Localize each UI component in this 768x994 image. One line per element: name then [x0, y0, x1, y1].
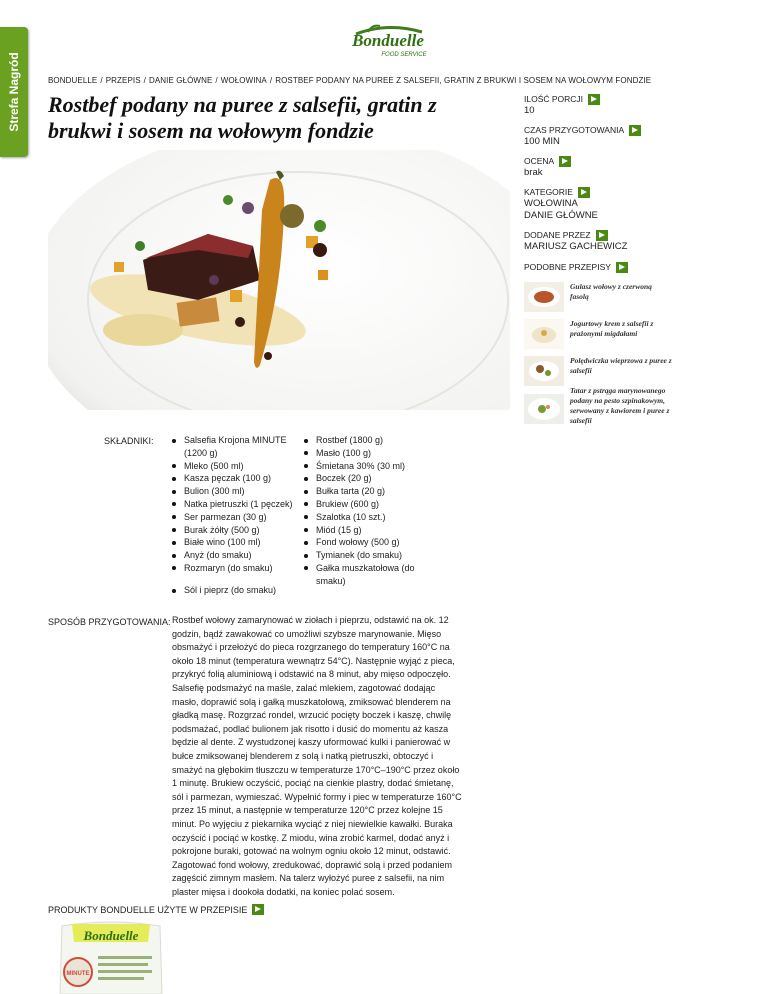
ingredient-item: Natka pietruszki (1 pęczek)	[170, 498, 302, 511]
ingredient-item: Mleko (500 ml)	[170, 460, 302, 473]
rewards-side-tab[interactable]	[0, 27, 28, 157]
ingredient-item: Rozmaryn (do smaku)	[170, 562, 302, 575]
breadcrumb-recipes[interactable]: PRZEPIS	[105, 76, 141, 85]
method-label: SPOSÓB PRZYGOTOWANIA:	[48, 617, 171, 627]
similar-label: PODOBNE PRZEPISY	[524, 262, 611, 272]
author-value[interactable]: MARIUSZ GACHEWICZ	[524, 241, 628, 252]
ingredient-item: Tymianek (do smaku)	[302, 549, 426, 562]
ingredient-item: Masło (100 g)	[302, 447, 426, 460]
arrow-right-icon[interactable]	[588, 94, 600, 105]
recipe-thumbnail[interactable]	[524, 394, 564, 424]
similar-recipe-title[interactable]: Tatar z pstrąga marynowanego podany na pesto szpinakowym, serwowany z kawiorem i puree z salsefii	[570, 386, 670, 425]
ingredient-item: Rostbef (1800 g)	[302, 434, 426, 447]
ingredient-item: Burak żółty (500 g)	[170, 524, 302, 537]
ingredient-item: Ser parmezan (30 g)	[170, 511, 302, 524]
arrow-right-icon[interactable]	[578, 187, 590, 198]
category-link[interactable]: DANIE GŁÓWNE	[524, 210, 598, 221]
time-label: CZAS PRZYGOTOWANIA	[524, 125, 625, 135]
categories-block	[524, 187, 598, 222]
portions-block	[524, 94, 600, 117]
product-brand-text: Bonduelle	[83, 928, 139, 943]
ingredient-item: Anyż (do smaku)	[170, 549, 302, 562]
dish-photo	[48, 150, 510, 410]
ingredient-item: Białe wino (100 ml)	[170, 536, 302, 549]
breadcrumb: BONDUELLE / PRZEPIS / DANIE GŁÓWNE / WOŁOWINA / ROSTBEF PODANY NA PUREE Z SALSEFII, GRATIN Z BRUKWI I SOSEM NA WOŁOWYM FONDZIE	[48, 76, 652, 85]
breadcrumb-current: ROSTBEF PODANY NA PUREE Z SALSEFII, GRATIN Z BRUKWI I SOSEM NA WOŁOWYM FONDZIE	[275, 76, 652, 85]
similar-recipe-item[interactable]	[524, 386, 672, 426]
breadcrumb-beef[interactable]: WOŁOWINA	[220, 76, 267, 85]
arrow-right-icon[interactable]	[596, 230, 608, 241]
arrow-right-icon[interactable]	[252, 904, 264, 915]
arrow-right-icon[interactable]	[616, 262, 628, 273]
arrow-right-icon[interactable]	[559, 156, 571, 167]
arrow-right-icon[interactable]	[629, 125, 641, 136]
product-minute-text: MINUTE	[66, 971, 90, 977]
logo-sub-text: FOOD SERVICE	[381, 52, 427, 58]
ingredients-list-1	[170, 434, 302, 575]
breadcrumb-home[interactable]: BONDUELLE	[48, 76, 98, 85]
similar-recipes-header	[524, 262, 628, 273]
ingredient-item: Boczek (20 g)	[302, 472, 426, 485]
recipe-thumbnail[interactable]	[524, 282, 564, 312]
portions-label: ILOŚĆ PORCJI	[524, 94, 584, 104]
ingredient-item: Gałka muszkatołowa (do smaku)	[302, 562, 426, 588]
ingredient-item: Szalotka (10 szt.)	[302, 511, 426, 524]
ingredient-item: Sól i pieprz (do smaku)	[170, 584, 330, 597]
bonduelle-logo[interactable]	[338, 20, 438, 60]
ingredient-item: Miód (15 g)	[302, 524, 426, 537]
similar-recipe-item[interactable]	[524, 319, 672, 349]
ingredient-item: Śmietana 30% (30 ml)	[302, 460, 426, 473]
recipe-thumbnail[interactable]	[524, 356, 564, 386]
category-link[interactable]: WOŁOWINA	[524, 198, 578, 209]
products-label: PRODUKTY BONDUELLE UŻYTE W PRZEPISIE	[48, 904, 248, 915]
page-title: Rostbef podany na puree z salsefii, gratin z brukwi i sosem na wołowym fondzie	[48, 92, 437, 143]
ingredient-item: Bułka tarta (20 g)	[302, 485, 426, 498]
similar-recipe-item[interactable]	[524, 356, 672, 386]
similar-recipe-title[interactable]: Jogurtowy krem z salsefii z prażonymi migdałami	[570, 319, 654, 338]
ingredient-item: Kasza pęczak (100 g)	[170, 472, 302, 485]
breadcrumb-main-course[interactable]: DANIE GŁÓWNE	[148, 76, 213, 85]
ingredient-item: Fond wołowy (500 g)	[302, 536, 426, 549]
products-header	[48, 904, 264, 915]
time-value: 100 MIN	[524, 136, 560, 147]
similar-recipe-title[interactable]: Gulasz wołowy z czerwoną fasolą	[570, 282, 652, 301]
time-block	[524, 125, 641, 148]
similar-recipe-item[interactable]	[524, 282, 672, 312]
ingredients-label: SKŁADNIKI:	[104, 436, 154, 446]
ingredient-item: Brukiew (600 g)	[302, 498, 426, 511]
recipe-thumbnail[interactable]	[524, 319, 564, 349]
ingredients-list-2	[302, 434, 426, 588]
ingredient-item: Bulion (300 ml)	[170, 485, 302, 498]
method-text: Rostbef wołowy zamarynować w ziołach i pieprzu, odstawić na ok. 12 godzin, bądź zawakować co umożliwi szybsze marynowanie. Mięso obsmażyć i przełożyć do pieca rozgrzanego do temperatury 160°C na około 18 minut (temperatura wewnątrz 54°C). Następnie wyjąć z pieca, przykryć folią aluminiową i odstawić na 8 minut, aby mięso odpoczęło. Salsefię podsmażyć na maśle, zalać mlekiem, zagotować dodając masło, doprawić solą i gałką muszkatołową, zmiksować blenderem na gładką masę. Rozgrzać rondel, wrzucić pocięty boczek i kaszę, chwilę podsmażać, podlać bulionem jak risotto i dusić do momentu aż kasza będzie al dente. Z wystudzonej kaszy uformować kulki i panierować w bułce zmiksowanej blenderem z solą i natką pietruszki, obtoczyć i smażyć na głębokim tłuszczu w temperaturze 170°C–190°C przez około 1 minutę. Brukiew oczyścić, pociąć na cienkie plastry, dodać śmietanę, sól i parmezan, wymieszać. Wypełnić formy i piec w temperaturze 160°C przez 15 minut, a następnie w temperaturze 120°C przez kolejne 15 minut. Po wyjęciu z piekarnika wyciąć z niej niewielkie kawałki. Buraka oczyścić i pociąć w kostkę. Z miodu, wina zrobić karmel, dodać anyż i pokrojone buraki, gotować na wolnym ogniu około 12 minut, odstawić. Zagotować fond wołowy, zredukować, doprawić solą i przed podaniem zagęścić zimnym masłem. Na talerz wyłożyć puree z salsefii, na nim plaster mięsa i dookoła dodatki, na koniec polać sosem.	[172, 615, 462, 897]
ingredient-item: Salsefia Krojona MINUTE (1200 g)	[170, 434, 302, 460]
categories-label: KATEGORIE	[524, 187, 573, 197]
rating-block	[524, 156, 571, 179]
rewards-tab-label: Strefa Nagród	[7, 52, 21, 132]
logo-brand-text: Bonduelle	[352, 31, 424, 50]
rating-label: OCENA	[524, 156, 555, 166]
ingredients-list-extra	[170, 584, 330, 597]
product-package-image[interactable]	[52, 920, 170, 994]
rating-value: brak	[524, 167, 543, 178]
similar-recipe-title[interactable]: Polędwiczka wieprzowa z puree z salsefii	[570, 356, 672, 375]
author-label: DODANE PRZEZ	[524, 230, 591, 240]
portions-value: 10	[524, 105, 535, 116]
author-block	[524, 230, 627, 253]
